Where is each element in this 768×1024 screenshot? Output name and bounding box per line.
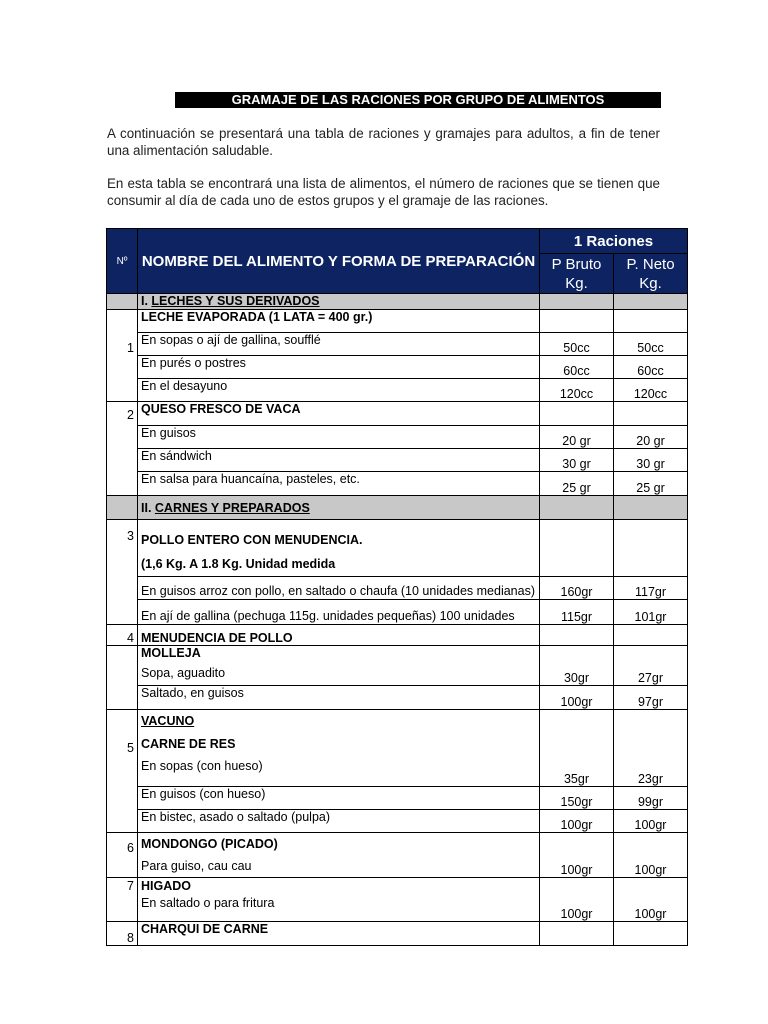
preparation: En sándwich [138, 449, 540, 472]
section-heading-dairy: I. LECHES Y SUS DERIVADOS [138, 294, 540, 310]
header-net-weight: P. Neto Kg. [614, 254, 688, 294]
net-value: 101gr [614, 600, 688, 625]
header-rations: 1 Raciones [540, 229, 688, 254]
gross-value: 160gr [540, 577, 614, 600]
row-number: 2 [107, 402, 138, 496]
gross-value: 60cc [540, 356, 614, 379]
food-item: QUESO FRESCO DE VACA [138, 402, 540, 426]
intro-paragraph-1: A continuación se presentará una tabla de raciones y gramajes para adultos, a fin de tener una alimentación saludable. [107, 126, 660, 158]
preparation: Saltado, en guisos [138, 686, 540, 710]
net-value: 60cc [614, 356, 688, 379]
food-item: VACUNO CARNE DE RES En sopas (con hueso) [138, 710, 540, 787]
preparation: En sopas o ají de gallina, soufflé [138, 333, 540, 356]
preparation: En salsa para huancaína, pasteles, etc. [138, 472, 540, 496]
preparation: En guisos [138, 426, 540, 449]
row-number: 7 [107, 878, 138, 922]
food-item: HIGADO En saltado o para fritura [138, 878, 540, 922]
gross-value: 30gr [540, 646, 614, 686]
row-number: 3 [107, 520, 138, 625]
rations-table [106, 228, 688, 946]
net-value: 100gr [614, 810, 688, 833]
net-value: 100gr [614, 878, 688, 922]
food-item: MONDONGO (PICADO) Para guiso, cau cau [138, 833, 540, 878]
gross-value: 30 gr [540, 449, 614, 472]
gross-value: 35gr [540, 710, 614, 787]
gross-value: 25 gr [540, 472, 614, 496]
net-value: 23gr [614, 710, 688, 787]
preparation: En guisos arroz con pollo, en saltado o chaufa (10 unidades medianas) [138, 577, 540, 600]
net-value: 100gr [614, 833, 688, 878]
net-value: 30 gr [614, 449, 688, 472]
food-item: MENUDENCIA DE POLLO [138, 625, 540, 646]
gross-value: 50cc [540, 333, 614, 356]
row-number: 1 [107, 310, 138, 402]
gross-value: 120cc [540, 379, 614, 402]
gross-value: 100gr [540, 686, 614, 710]
food-item: LECHE EVAPORADA (1 LATA = 400 gr.) [138, 310, 540, 333]
gross-value: 150gr [540, 787, 614, 810]
header-number: Nº [107, 229, 138, 294]
food-item: POLLO ENTERO CON MENUDENCIA. (1,6 Kg. A 1.8 Kg. Unidad medida [138, 520, 540, 577]
food-item: MOLLEJA Sopa, aguadito [138, 646, 540, 686]
section-spacer [107, 496, 138, 520]
food-item: CHARQUI DE CARNE [138, 922, 540, 946]
section-spacer [107, 294, 138, 310]
preparation: En purés o postres [138, 356, 540, 379]
row-number: 4 [107, 625, 138, 646]
document-title: GRAMAJE DE LAS RACIONES POR GRUPO DE ALIMENTOS [175, 92, 661, 108]
row-number: 8 [107, 922, 138, 946]
header-food-name: NOMBRE DEL ALIMENTO Y FORMA DE PREPARACIÓN [138, 229, 540, 294]
row-number: 6 [107, 833, 138, 878]
intro-paragraph-2: En esta tabla se encontrará una lista de alimentos, el número de raciones que se tienen que consumir al día de cada uno de estos grupos y el gramaje de las raciones. [107, 176, 660, 208]
net-value: 27gr [614, 646, 688, 686]
preparation: En el desayuno [138, 379, 540, 402]
net-value: 99gr [614, 787, 688, 810]
net-value: 120cc [614, 379, 688, 402]
net-value: 50cc [614, 333, 688, 356]
net-value: 97gr [614, 686, 688, 710]
net-value: 20 gr [614, 426, 688, 449]
gross-value: 100gr [540, 833, 614, 878]
preparation: En ají de gallina (pechuga 115g. unidades pequeñas) 100 unidades [138, 600, 540, 625]
gross-value: 100gr [540, 878, 614, 922]
net-value: 117gr [614, 577, 688, 600]
gross-value: 20 gr [540, 426, 614, 449]
header-gross-weight: P Bruto Kg. [540, 254, 614, 294]
preparation: En guisos (con hueso) [138, 787, 540, 810]
row-number: 5 [107, 710, 138, 833]
gross-value: 115gr [540, 600, 614, 625]
preparation: En bistec, asado o saltado (pulpa) [138, 810, 540, 833]
section-heading-meats: II. CARNES Y PREPARADOS [138, 496, 540, 520]
gross-value: 100gr [540, 810, 614, 833]
net-value: 25 gr [614, 472, 688, 496]
